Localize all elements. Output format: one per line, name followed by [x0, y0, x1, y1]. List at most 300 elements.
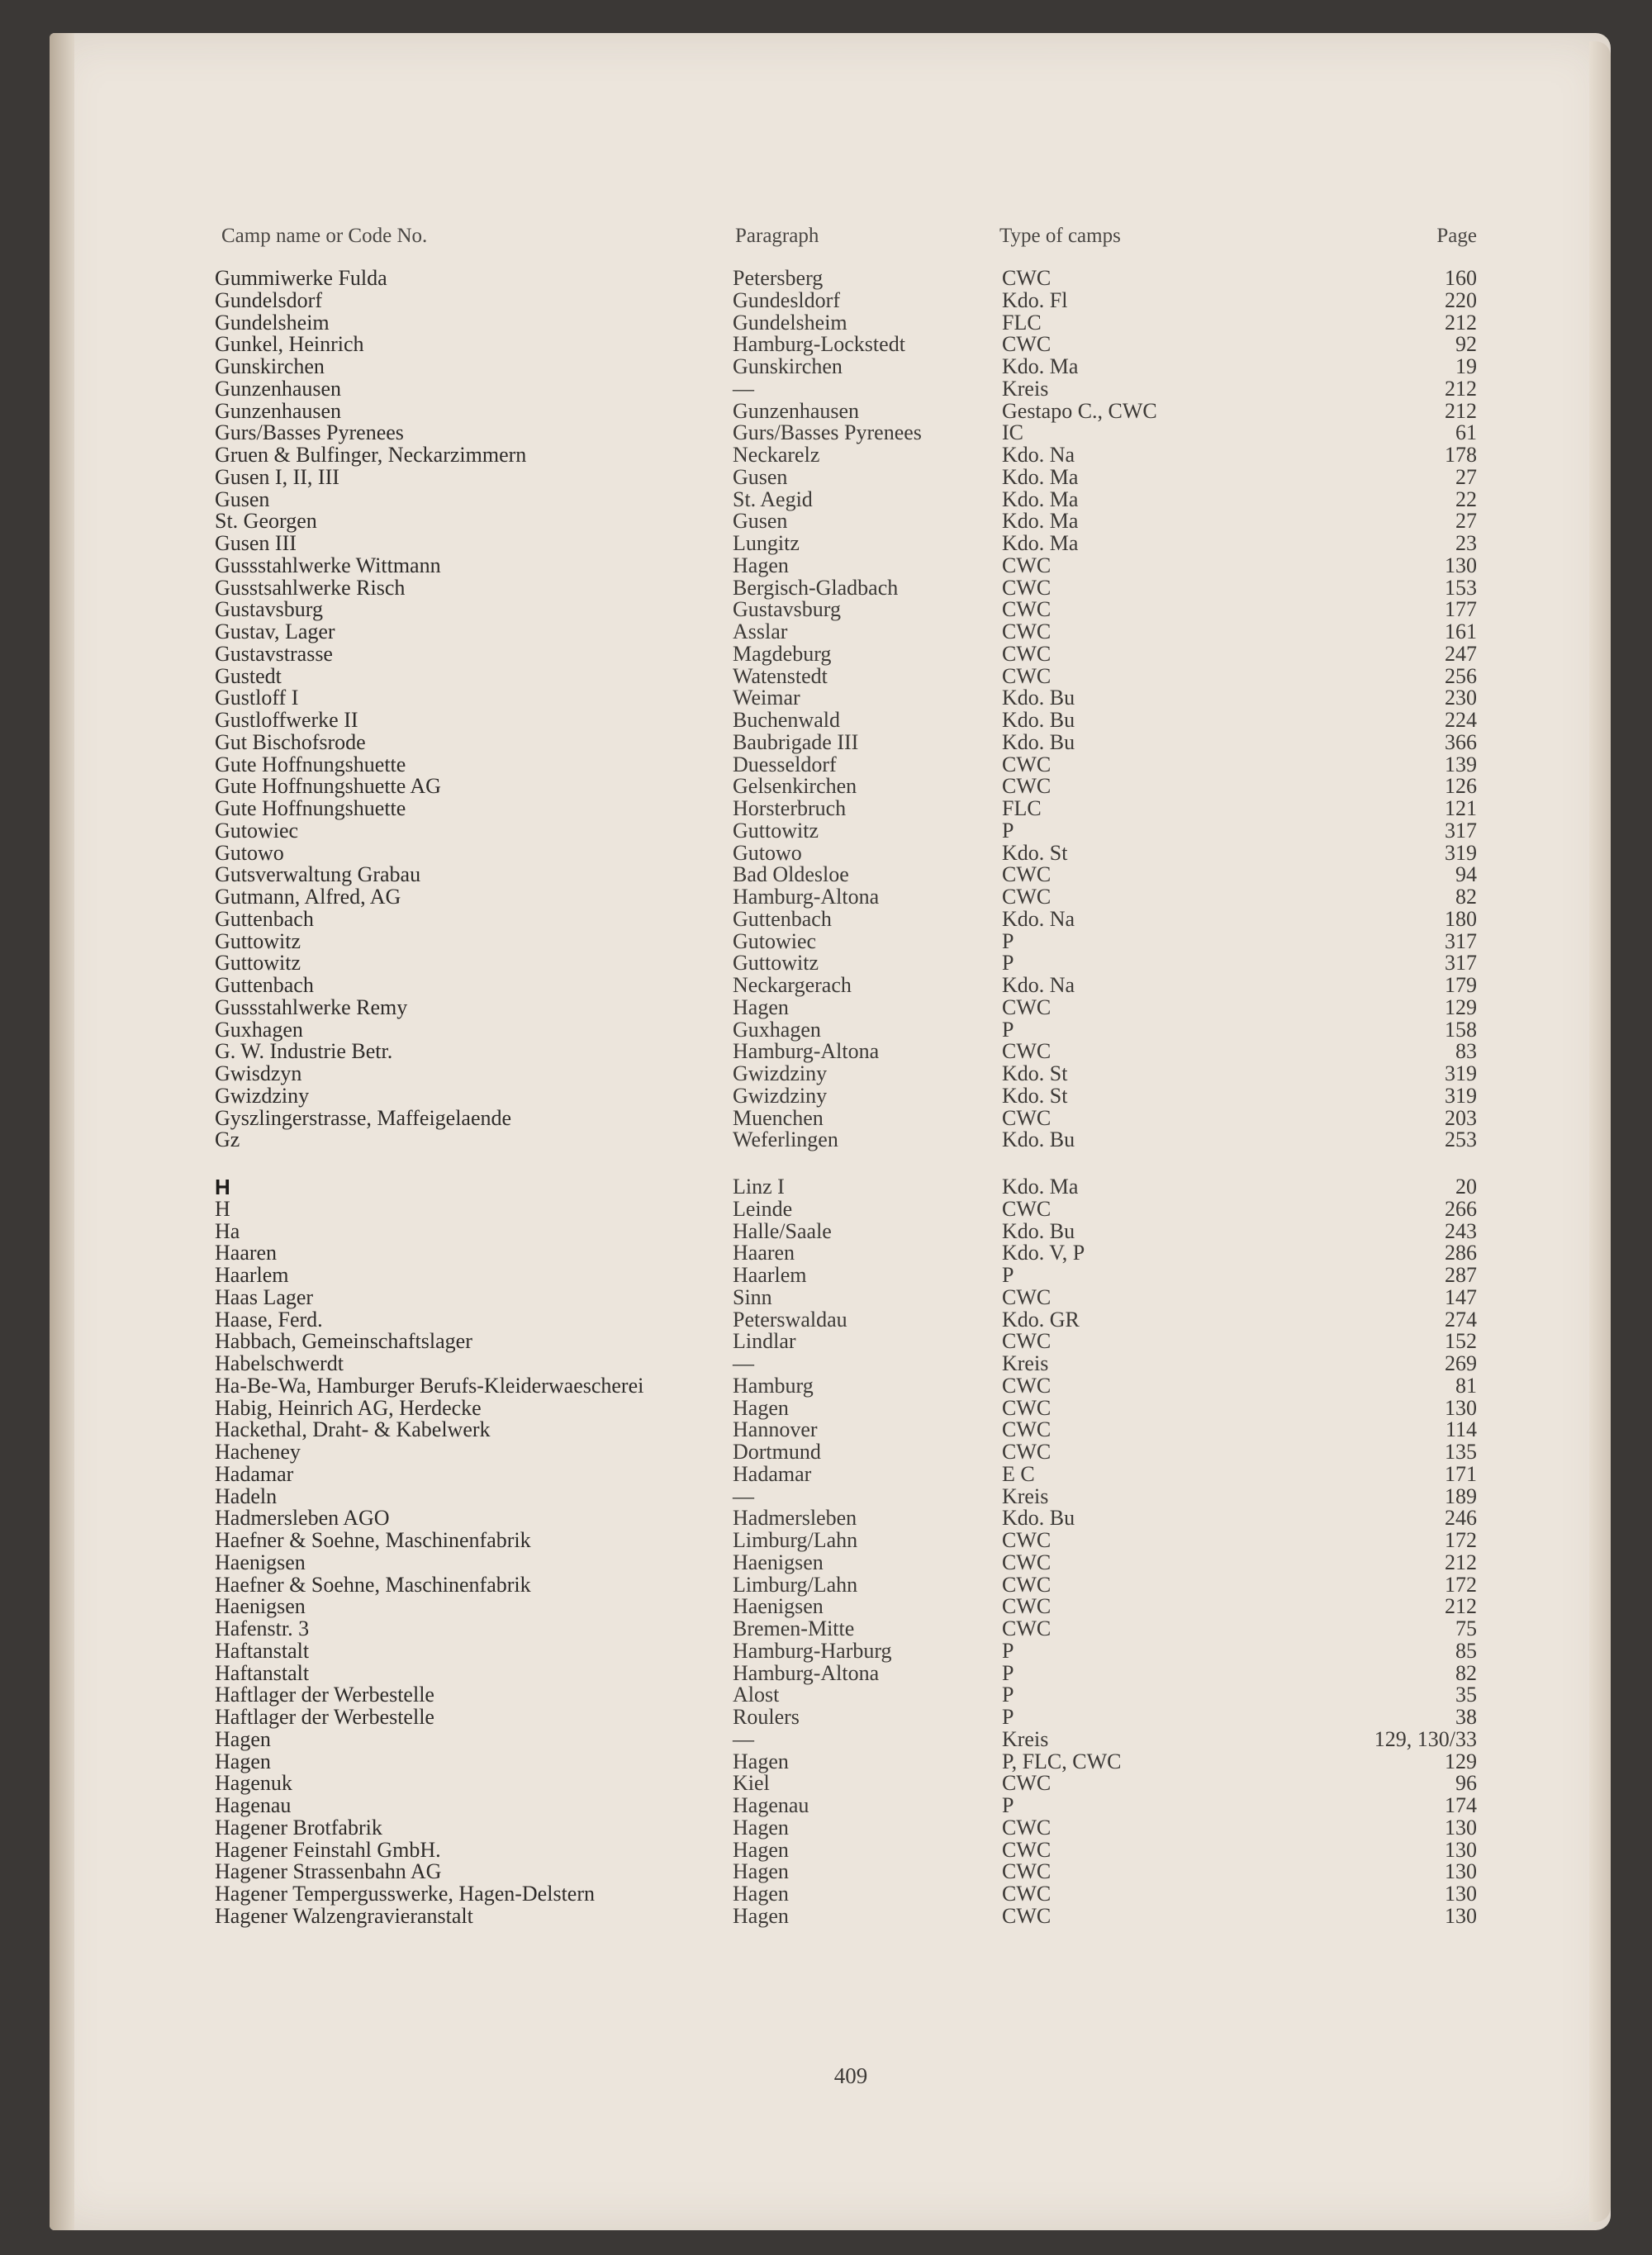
camp-type: CWC	[1002, 641, 1051, 666]
paragraph: Hagen	[733, 1395, 789, 1420]
camp-name: Hagener Feinstahl GmbH.	[215, 1837, 441, 1862]
camp-name: Haenigsen	[215, 1550, 306, 1574]
page-ref: 160	[1445, 266, 1477, 290]
camp-name: Haas Lager	[215, 1284, 314, 1309]
header-paragraph: Paragraph	[735, 225, 819, 247]
camp-type: CWC	[1002, 1196, 1051, 1221]
paragraph: Hannover	[733, 1417, 818, 1442]
table-row	[50, 1196, 1611, 1221]
camp-name: Gusen	[215, 487, 270, 511]
camp-name: Hadmersleben AGO	[215, 1506, 390, 1531]
camp-name: Gundelsdorf	[215, 287, 322, 312]
paragraph: —	[733, 376, 754, 401]
page-ref: 269	[1445, 1351, 1477, 1375]
table-row	[50, 754, 1611, 776]
camp-name: Haefner & Soehne, Maschinenfabrik	[215, 1572, 531, 1597]
paragraph: Hagen	[733, 1859, 789, 1884]
camp-type: CWC	[1002, 597, 1051, 622]
table-row	[50, 1726, 1611, 1751]
camp-name: Hagener Walzengravieranstalt	[215, 1903, 473, 1928]
table-row	[50, 975, 1611, 996]
camp-type: CWC	[1002, 1550, 1051, 1574]
paragraph: Bremen-Mitte	[733, 1616, 855, 1640]
page-ref: 121	[1445, 796, 1477, 820]
paragraph: Hagen	[733, 1837, 789, 1862]
paragraph: Buchenwald	[733, 708, 840, 732]
camp-name: Haefner & Soehne, Maschinenfabrik	[215, 1528, 531, 1552]
paragraph: Leinde	[733, 1196, 793, 1221]
camp-name: Haase, Ferd.	[215, 1307, 323, 1332]
camp-type: CWC	[1002, 1594, 1051, 1619]
camp-name: Gut Bischofsrode	[215, 729, 366, 754]
page-ref: 96	[1455, 1771, 1477, 1796]
page-ref: 23	[1455, 531, 1477, 555]
table-row	[50, 1574, 1611, 1596]
camp-name: Gunzenhausen	[215, 398, 342, 423]
page-ref: 130	[1445, 1837, 1477, 1862]
page-ref: 319	[1445, 1061, 1477, 1085]
camp-type: Kreis	[1002, 1351, 1049, 1375]
page-ref: 130	[1445, 1882, 1477, 1906]
paragraph: Guxhagen	[733, 1017, 821, 1042]
camp-name: Hacheney	[215, 1440, 301, 1464]
page-ref: 153	[1445, 575, 1477, 600]
page-ref: 189	[1445, 1484, 1477, 1508]
page-ref: 171	[1445, 1461, 1477, 1486]
paragraph: Dortmund	[733, 1440, 821, 1464]
camp-type: Kdo. Fl	[1002, 287, 1068, 312]
camp-name: Gustavsburg	[215, 597, 323, 622]
table-row	[50, 464, 1611, 489]
page-ref: 243	[1445, 1218, 1477, 1243]
table-row	[50, 1618, 1611, 1640]
camp-type: Kdo. GR	[1002, 1307, 1080, 1332]
camp-type: Kdo. Ma	[1002, 354, 1079, 378]
table-row	[50, 729, 1611, 754]
table-row	[50, 1419, 1611, 1441]
table-row	[50, 1837, 1611, 1862]
camp-name: Habbach, Gemeinschaftslager	[215, 1329, 472, 1354]
camp-type: CWC	[1002, 1373, 1051, 1398]
page-ref: 317	[1445, 951, 1477, 976]
camp-type: P	[1002, 1660, 1014, 1685]
table-row	[50, 643, 1611, 665]
camp-name: Hadamar	[215, 1461, 294, 1486]
camp-type: P	[1002, 928, 1014, 953]
page-ref: 174	[1445, 1793, 1477, 1817]
table-row	[50, 1461, 1611, 1486]
table-row	[50, 928, 1611, 953]
camp-type: CWC	[1002, 1771, 1051, 1796]
page-ref: 130	[1445, 1815, 1477, 1840]
header-camp-name: Camp name or Code No.	[221, 225, 428, 247]
camp-type: FLC	[1002, 796, 1042, 820]
camp-type: Kdo. Na	[1002, 973, 1075, 997]
paragraph: Gusen	[733, 509, 788, 534]
camp-type: CWC	[1002, 1039, 1051, 1064]
page-ref: 366	[1445, 729, 1477, 754]
camp-type: FLC	[1002, 310, 1042, 335]
camp-name: Guttenbach	[215, 906, 314, 931]
paragraph: Asslar	[733, 620, 788, 643]
camp-type: E C	[1002, 1461, 1035, 1486]
paragraph: Hagenau	[733, 1793, 809, 1817]
camp-type: Kdo. Na	[1002, 906, 1075, 931]
camp-type: CWC	[1002, 1417, 1051, 1442]
table-row	[50, 1105, 1611, 1130]
page-ref: 85	[1455, 1638, 1477, 1663]
page-ref: 152	[1445, 1329, 1477, 1354]
paragraph: Hagen	[733, 1903, 789, 1928]
camp-name: Gusstsahlwerke Risch	[215, 575, 406, 600]
page-ref: 287	[1445, 1263, 1477, 1287]
camp-name: Haftlager der Werbestelle	[215, 1683, 434, 1707]
page-ref: 172	[1445, 1572, 1477, 1597]
camp-type: P	[1002, 1793, 1014, 1817]
camp-type: CWC	[1002, 332, 1051, 357]
camp-name: Habig, Heinrich AG, Herdecke	[215, 1395, 482, 1420]
table-row	[50, 599, 1611, 620]
page-ref: 129	[1445, 995, 1477, 1019]
camp-type: CWC	[1002, 1616, 1051, 1640]
paragraph: Watenstedt	[733, 663, 828, 688]
page-ref: 224	[1445, 708, 1477, 732]
paragraph: Limburg/Lahn	[733, 1572, 858, 1597]
paragraph: Alost	[733, 1683, 780, 1707]
camp-type: P	[1002, 1638, 1014, 1663]
camp-type: CWC	[1002, 575, 1051, 600]
table-row	[50, 1041, 1611, 1062]
paragraph: Haenigsen	[733, 1594, 824, 1619]
camp-type: CWC	[1002, 752, 1051, 776]
paragraph: Gelsenkirchen	[733, 774, 857, 799]
camp-name: Gurs/Basses Pyrenees	[215, 420, 404, 445]
table-row	[50, 840, 1611, 865]
page-ref: 256	[1445, 663, 1477, 688]
page-ref: 83	[1455, 1039, 1477, 1064]
camp-name: Gustav, Lager	[215, 620, 335, 643]
paragraph: Gwizdziny	[733, 1061, 828, 1085]
page-ref: 212	[1445, 1550, 1477, 1574]
camp-name: Ha	[215, 1218, 240, 1243]
camp-type: P	[1002, 1705, 1014, 1729]
camp-name: Guttenbach	[215, 973, 314, 997]
camp-type: P	[1002, 951, 1014, 976]
page-ref: 135	[1445, 1440, 1477, 1464]
camp-type: P	[1002, 818, 1014, 843]
page-ref: 22	[1455, 487, 1477, 511]
table-row	[50, 489, 1611, 510]
page-ref: 82	[1455, 885, 1477, 909]
camp-name: Gustloffwerke II	[215, 708, 358, 732]
paragraph: Bergisch-Gladbach	[733, 575, 899, 600]
camp-name: Habelschwerdt	[215, 1351, 344, 1375]
page-ref: 319	[1445, 840, 1477, 865]
camp-name: Ha-Be-Wa, Hamburger Berufs-Kleiderwaescherei	[215, 1373, 644, 1398]
camp-type: Gestapo C., CWC	[1002, 398, 1157, 423]
camp-type: CWC	[1002, 995, 1051, 1019]
page-ref: 212	[1445, 398, 1477, 423]
page-ref: 274	[1445, 1307, 1477, 1332]
camp-name: Gundelsheim	[215, 310, 330, 335]
page-ref: 177	[1445, 597, 1477, 622]
table-row	[50, 312, 1611, 334]
camp-type: Kdo. V, P	[1002, 1241, 1085, 1265]
paragraph: Gundelsheim	[733, 310, 847, 335]
camp-type: CWC	[1002, 774, 1051, 799]
page-ref: 317	[1445, 928, 1477, 953]
camp-name: Guttowitz	[215, 928, 301, 953]
paragraph: Gurs/Basses Pyrenees	[733, 420, 922, 445]
paragraph: Roulers	[733, 1705, 800, 1729]
camp-name: St. Georgen	[215, 509, 317, 534]
paragraph: Petersberg	[733, 266, 824, 290]
paragraph: Lungitz	[733, 531, 800, 555]
camp-type: Kreis	[1002, 1726, 1049, 1751]
camp-type: P	[1002, 1683, 1014, 1707]
camp-type: CWC	[1002, 1859, 1051, 1884]
paragraph: Horsterbruch	[733, 796, 847, 820]
paragraph: Neckargerach	[733, 973, 852, 997]
table-row	[50, 1552, 1611, 1574]
camp-type: CWC	[1002, 553, 1051, 577]
camp-type: P	[1002, 1017, 1014, 1042]
paragraph: Hamburg-Altona	[733, 885, 880, 909]
header-type-of-camps: Type of camps	[999, 225, 1121, 247]
page-ref: 38	[1455, 1705, 1477, 1729]
page-ref: 212	[1445, 376, 1477, 401]
camp-name: Gustavstrasse	[215, 641, 333, 666]
camp-type: CWC	[1002, 1903, 1051, 1928]
table-row	[50, 820, 1611, 842]
paragraph: Muenchen	[733, 1105, 824, 1130]
camp-name: Hagener Strassenbahn AG	[215, 1859, 442, 1884]
table-row	[50, 398, 1611, 423]
paragraph: Guttowitz	[733, 951, 819, 976]
camp-name: Hagen	[215, 1749, 271, 1773]
table-row	[50, 1441, 1611, 1463]
paragraph: Gusen	[733, 464, 788, 489]
header-page: Page	[1436, 225, 1477, 247]
paragraph: Gundesldorf	[733, 287, 840, 312]
table-row	[50, 1176, 1611, 1198]
camp-type: Kdo. Bu	[1002, 1506, 1075, 1531]
table-row	[50, 1596, 1611, 1617]
page-ref: 253	[1445, 1128, 1477, 1152]
page-ref: 81	[1455, 1373, 1477, 1398]
table-row	[50, 1486, 1611, 1507]
camp-type: CWC	[1002, 620, 1051, 643]
table-row	[50, 1861, 1611, 1882]
table-row	[50, 533, 1611, 554]
page-ref: 130	[1445, 553, 1477, 577]
paragraph: Hadmersleben	[733, 1506, 857, 1531]
table-row	[50, 1284, 1611, 1309]
table-row	[50, 1309, 1611, 1331]
page-ref: 129, 130/33	[1374, 1726, 1477, 1751]
paragraph: Neckarelz	[733, 443, 820, 467]
camp-name: G. W. Industrie Betr.	[215, 1039, 393, 1064]
table-row	[50, 687, 1611, 709]
camp-name: H	[215, 1196, 230, 1221]
table-row	[50, 663, 1611, 688]
camp-name: Guttowitz	[215, 951, 301, 976]
paragraph: Hagen	[733, 995, 789, 1019]
paragraph: Gunskirchen	[733, 354, 843, 378]
camp-name: H	[215, 1175, 230, 1199]
camp-name: Haarlem	[215, 1263, 289, 1287]
table-row	[50, 621, 1611, 643]
camp-type: Kdo. Bu	[1002, 686, 1075, 710]
camp-type: CWC	[1002, 1528, 1051, 1552]
page-ref: 27	[1455, 509, 1477, 534]
camp-name: Hagenuk	[215, 1771, 292, 1796]
camp-name: Haenigsen	[215, 1594, 306, 1619]
camp-type: IC	[1002, 420, 1023, 445]
camp-type: Kreis	[1002, 1484, 1049, 1508]
page-ref: 246	[1445, 1506, 1477, 1531]
table-row	[50, 1773, 1611, 1794]
page-ref: 317	[1445, 818, 1477, 843]
camp-type: P	[1002, 1263, 1014, 1287]
camp-type: Kdo. Ma	[1002, 487, 1079, 511]
paragraph: Hagen	[733, 1815, 789, 1840]
page-ref: 247	[1445, 641, 1477, 666]
paragraph: Hamburg-Lockstedt	[733, 332, 905, 357]
page-ref: 114	[1445, 1417, 1477, 1442]
table-row	[50, 776, 1611, 797]
page-ref: 161	[1445, 620, 1477, 643]
page-ref: 179	[1445, 973, 1477, 997]
camp-type: Kdo. St	[1002, 840, 1068, 865]
table-row	[50, 798, 1611, 819]
camp-name: Gute Hoffnungshuette AG	[215, 774, 441, 799]
page-ref: 286	[1445, 1241, 1477, 1265]
page-ref: 178	[1445, 443, 1477, 467]
camp-name: Haaren	[215, 1241, 278, 1265]
paragraph: —	[733, 1484, 754, 1508]
table-row	[50, 952, 1611, 974]
page-ref: 126	[1445, 774, 1477, 799]
table-row	[50, 1395, 1611, 1420]
table-row	[50, 1795, 1611, 1816]
camp-type: Kdo. Ma	[1002, 464, 1079, 489]
camp-name: Haftanstalt	[215, 1638, 310, 1663]
paragraph: Hamburg	[733, 1373, 814, 1398]
page-ref: 19	[1455, 354, 1477, 378]
paragraph: Hamburg-Harburg	[733, 1638, 892, 1663]
table-row	[50, 1375, 1611, 1397]
camp-type: Kdo. Na	[1002, 443, 1075, 467]
camp-name: Gunskirchen	[215, 354, 325, 378]
table-row	[50, 906, 1611, 931]
camp-type: CWC	[1002, 663, 1051, 688]
camp-type: CWC	[1002, 862, 1051, 887]
camp-name: Gusen III	[215, 531, 297, 555]
camp-type: CWC	[1002, 1882, 1051, 1906]
paragraph: St. Aegid	[733, 487, 813, 511]
table-row	[50, 1242, 1611, 1264]
paragraph: Halle/Saale	[733, 1218, 832, 1243]
page-ref: 130	[1445, 1859, 1477, 1884]
document-page	[50, 33, 1611, 2230]
table-row	[50, 422, 1611, 444]
camp-type: CWC	[1002, 1440, 1051, 1464]
paragraph: Hamburg-Altona	[733, 1039, 880, 1064]
paragraph: Hagen	[733, 1749, 789, 1773]
table-row	[50, 710, 1611, 731]
camp-name: Gustloff I	[215, 686, 299, 710]
table-row	[50, 334, 1611, 355]
table-row	[50, 1707, 1611, 1728]
camp-name: Haftlager der Werbestelle	[215, 1705, 434, 1729]
paragraph: Duesseldorf	[733, 752, 837, 776]
table-row	[50, 555, 1611, 577]
paragraph: Gunzenhausen	[733, 398, 860, 423]
camp-name: Hagenau	[215, 1793, 292, 1817]
paragraph: Hagen	[733, 1882, 789, 1906]
paragraph: Baubrigade III	[733, 729, 859, 754]
paragraph: Guttowitz	[733, 818, 819, 843]
paragraph: Lindlar	[733, 1329, 796, 1354]
table-row	[50, 1129, 1611, 1151]
page-ref: 27	[1455, 464, 1477, 489]
table-row	[50, 1640, 1611, 1662]
table-row	[50, 1331, 1611, 1352]
paragraph: Haaren	[733, 1241, 795, 1265]
paragraph: Bad Oldesloe	[733, 862, 849, 887]
table-row	[50, 356, 1611, 377]
camp-type: Kdo. Ma	[1002, 509, 1079, 534]
paragraph: —	[733, 1726, 754, 1751]
camp-type: Kdo. Bu	[1002, 1128, 1075, 1152]
paragraph: Hadamar	[733, 1461, 812, 1486]
camp-name: Gutmann, Alfred, AG	[215, 885, 401, 909]
camp-type: CWC	[1002, 1329, 1051, 1354]
paragraph: Linz I	[733, 1175, 785, 1199]
page-ref: 158	[1445, 1017, 1477, 1042]
camp-name: Gute Hoffnungshuette	[215, 752, 406, 776]
camp-type: Kdo. Ma	[1002, 531, 1079, 555]
camp-name: Gruen & Bulfinger, Neckarzimmern	[215, 443, 527, 467]
camp-type: CWC	[1002, 1284, 1051, 1309]
paragraph: Gutowo	[733, 840, 802, 865]
paragraph: Kiel	[733, 1771, 770, 1796]
page-ref: 266	[1445, 1196, 1477, 1221]
paragraph: Gwizdziny	[733, 1083, 828, 1108]
page-ref: 212	[1445, 1594, 1477, 1619]
paragraph: Haarlem	[733, 1263, 807, 1287]
camp-type: CWC	[1002, 266, 1051, 290]
camp-name: Haftanstalt	[215, 1660, 310, 1685]
table-row	[50, 1218, 1611, 1243]
camp-type: CWC	[1002, 1837, 1051, 1862]
table-row	[50, 1085, 1611, 1107]
paragraph: Peterswaldau	[733, 1307, 847, 1332]
camp-name: Gustedt	[215, 663, 282, 688]
table-row	[50, 997, 1611, 1018]
table-row	[50, 510, 1611, 532]
paragraph: Gustavsburg	[733, 597, 841, 622]
camp-name: Hackethal, Draht- & Kabelwerk	[215, 1417, 491, 1442]
camp-name: Gutsverwaltung Grabau	[215, 862, 421, 887]
page-ref: 172	[1445, 1528, 1477, 1552]
page-ref: 139	[1445, 752, 1477, 776]
paragraph: Guttenbach	[733, 906, 832, 931]
table-row	[50, 1530, 1611, 1551]
table-row	[50, 444, 1611, 466]
page-ref: 130	[1445, 1395, 1477, 1420]
